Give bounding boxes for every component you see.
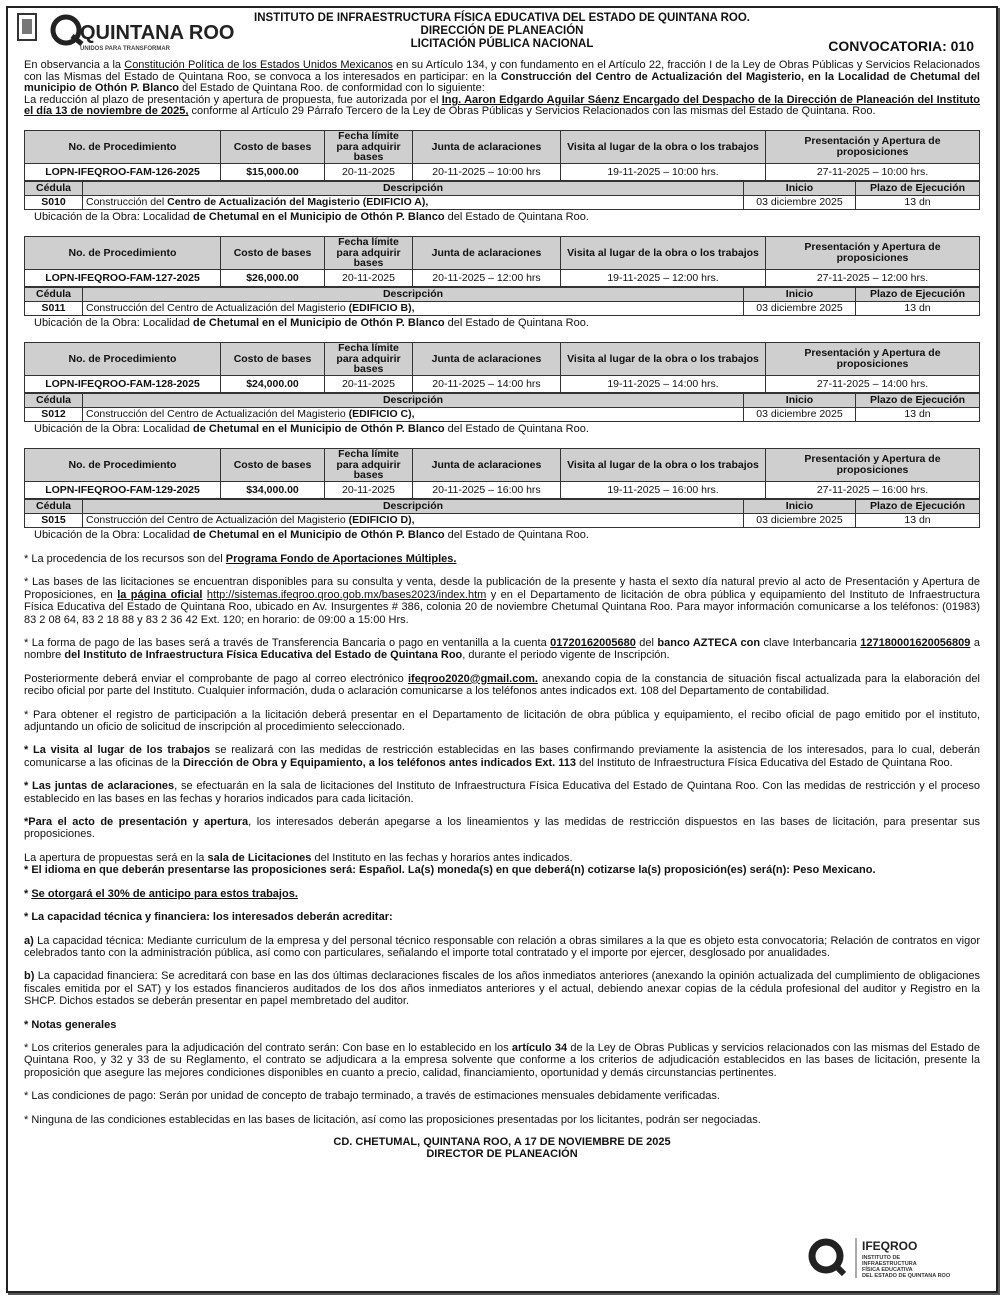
col-junta: Junta de aclaraciones	[413, 342, 561, 375]
place-date: CD. CHETUMAL, QUINTANA ROO, A 17 DE NOVIEMBRE DE 2025	[333, 1135, 671, 1148]
note-clarifications: * Las juntas de aclaraciones, se efectuarán en la sala de licitaciones del Instituto de Infraestructura Física Educativa del Estado de Quintana Roo. Con las medidas de restricción y el proceso establecido en las bases en las fechas y horarios indicados para cada licitación.	[24, 780, 980, 805]
col-descripcion: Descripción	[83, 393, 744, 407]
logo-text: QUINTANA ROO	[80, 22, 235, 44]
ifeqroo-logo	[804, 1234, 984, 1284]
col-visita: Visita al lugar de la obra o los trabajos	[561, 448, 766, 481]
col-procedimiento: No. de Procedimiento	[25, 236, 221, 269]
procedure-visita: 19-11-2025 – 16:00 hrs.	[561, 481, 766, 498]
note-funding: * La procedencia de los recursos son del Programa Fondo de Aportaciones Múltiples.	[24, 552, 457, 565]
procedure-presentacion: 27-11-2025 – 10:00 hrs.	[766, 163, 980, 180]
signer-title: DIRECTOR DE PLANEACIÓN	[426, 1147, 578, 1160]
procedure-table	[24, 448, 980, 499]
col-plazo: Plazo de Ejecución	[856, 499, 980, 513]
note-site-visit: * La visita al lugar de los trabajos se realizará con las medidas de restricción establecidas en las bases confirmando previamente la asistencia de los interesados, para lo cual, deberán comunicarse a las oficinas de la Dirección de Obra y Equipamiento, a los teléfonos antes indicados Ext. 113 del Instituto de Infraestructura Física Educativa del Estado de Quintana Roo.	[24, 744, 981, 769]
note-financial-capacity: b) La capacidad financiera: Se acreditará con base en las dos últimas declaraciones fiscales de los años inmediatos anteriores (anexando la opinión actualizada del cumplimiento de obligaciones fiscales emitida por el SAT) y los estados financieros auditados de los dos años inmediatos anteriores y el actual, debiendo anexar copias de la cédula profesional del auditor y Registro en la SHCP. Dichos estados se deberán presentar en papel membretado del auditor.	[24, 970, 980, 1008]
direction-title: DIRECCIÓN DE PLANEACIÓN	[420, 25, 584, 37]
col-plazo: Plazo de Ejecución	[856, 393, 980, 407]
col-fecha: Fecha límite para adquirir bases	[325, 236, 413, 269]
cedula-row	[25, 195, 980, 209]
col-visita: Visita al lugar de la obra o los trabajos	[561, 236, 766, 269]
bases-link[interactable]: http://sistemas.ifeqroo.qroo.gob.mx/bases2023/index.htm	[206, 588, 487, 601]
procedure-junta: 20-11-2025 – 14:00 hrs	[413, 375, 561, 392]
col-procedimiento: No. de Procedimiento	[25, 342, 221, 375]
note-capacity: * La capacidad técnica y financiera: los interesados deberán acreditar:	[24, 911, 393, 924]
procedure-block	[24, 342, 980, 436]
work-location: Ubicación de la Obra: Localidad de Chetumal en el Municipio de Othón P. Blanco del Estado de Quintana Roo.	[34, 422, 589, 435]
col-fecha: Fecha límite para adquirir bases	[325, 130, 413, 163]
procedure-row	[25, 163, 980, 180]
work-description: Construcción del Centro de Actualización del Magisterio (EDIFICIO C),	[83, 407, 744, 421]
col-procedimiento: No. de Procedimiento	[25, 130, 221, 163]
cedula-table	[24, 181, 980, 210]
procedure-header-row	[25, 236, 980, 269]
cedula-header-row	[25, 499, 980, 513]
execution-term: 13 dn	[856, 513, 980, 527]
header	[24, 10, 980, 60]
note-payment: * La forma de pago de las bases será a través de Transferencia Bancaria o pago en ventanilla a la cuenta 01720162005680 del banco AZTECA con clave Interbancaria 127180001620056809 a nombre del Instituto de Infraestructura Física Educativa del Estado de Quintana Roo, durante el periodo vigente de Inscripción.	[24, 637, 980, 662]
procedure-code: LOPN-IFEQROO-FAM-128-2025	[25, 375, 221, 392]
intro-reduction: La reducción al plazo de presentación y apertura de propuesta, fue autorizada por el Ing. Aaron Edgardo Aguilar Sáenz Encargado del Despacho de la Dirección de Planeación del Instituto el día 13 de noviembre de 2025, conforme al Artículo 29 Párrafo Tercero de la Ley de Obras Públicas y Servicios Relacionados con las mismas del Estado de Quintana. Roo.	[24, 93, 980, 118]
cedula-table	[24, 287, 980, 316]
col-presentacion: Presentación y Apertura de proposiciones	[766, 342, 980, 375]
col-junta: Junta de aclaraciones	[413, 448, 561, 481]
procedure-deadline: 20-11-2025	[325, 269, 413, 286]
work-description: Construcción del Centro de Actualización del Magisterio (EDIFICIO A),	[83, 195, 744, 209]
start-date: 03 diciembre 2025	[744, 195, 856, 209]
execution-term: 13 dn	[856, 407, 980, 421]
col-visita: Visita al lugar de la obra o los trabajos	[561, 130, 766, 163]
work-description: Construcción del Centro de Actualización del Magisterio (EDIFICIO D),	[83, 513, 744, 527]
procedure-header-row	[25, 448, 980, 481]
convocatoria-number: CONVOCATORIA: 010	[828, 38, 974, 54]
col-junta: Junta de aclaraciones	[413, 130, 561, 163]
note-criteria: * Los criterios generales para la adjudicación del contrato serán: Con base en lo establecido en los artículo 34 de la Ley de Obras Publicas y servicios relacionados con las mismas del Estado de Quintana Roo, y 32 y 33 de su Reglamento, el contrato se adjudicara a la empresa solvente que conforme a los criterios de adjudicación establecidos en las bases de licitación, presente la proposición que asegure las mejores condiciones disponibles en cuanto a precio, calidad, financiamiento, oportunidad y demás circunstancias pertinentes.	[24, 1041, 980, 1079]
col-presentacion: Presentación y Apertura de proposiciones	[766, 236, 980, 269]
cedula-row	[25, 513, 980, 527]
procedure-junta: 20-11-2025 – 12:00 hrs	[413, 269, 561, 286]
procedure-cost: $15,000.00	[221, 163, 325, 180]
col-procedimiento: No. de Procedimiento	[25, 448, 221, 481]
document	[24, 10, 980, 1160]
procedure-table	[24, 130, 980, 181]
col-costo: Costo de bases	[221, 448, 325, 481]
col-costo: Costo de bases	[221, 342, 325, 375]
note-payment-conditions: * Las condiciones de pago: Serán por unidad de concepto de trabajo terminado, a través de estimaciones mensuales debidamente verificadas.	[24, 1090, 720, 1103]
procedure-row	[25, 481, 980, 498]
col-junta: Junta de aclaraciones	[413, 236, 561, 269]
note-language: * El idioma en que deberán presentarse las proposiciones será: Español. La(s) moneda(s) en que deberá(n) cotizarse la(s) proposición(es) será(n): Peso Mexicano.	[24, 864, 876, 877]
note-receipt: Posteriormente deberá enviar el comprobante de pago al correo electrónico ifeqroo2020@gmail.com. anexando copia de la constancia de situación fiscal actualizada para la elaboración del recibo oficial por parte del Instituto. Cualquier información, duda o aclaración comunicarse a los teléfonos antes indicados ext. 108 del Departamento de contabilidad.	[24, 672, 980, 698]
procedure-block	[24, 448, 980, 542]
cedula-row	[25, 301, 980, 315]
note-presentation: *Para el acto de presentación y apertura, los interesados deberán apegarse a los lineamientos y las medidas de restricción dispuestos en las bases de licitación, para presentar sus proposiciones.	[24, 816, 980, 841]
procedure-cost: $34,000.00	[221, 481, 325, 498]
cedula-code: S012	[25, 407, 83, 421]
col-cedula: Cédula	[25, 181, 83, 195]
procedure-presentacion: 27-11-2025 – 12:00 hrs.	[766, 269, 980, 286]
procedure-header-row	[25, 342, 980, 375]
cedula-header-row	[25, 181, 980, 195]
work-location: Ubicación de la Obra: Localidad de Chetumal en el Municipio de Othón P. Blanco del Estado de Quintana Roo.	[34, 316, 589, 329]
col-presentacion: Presentación y Apertura de proposiciones	[766, 448, 980, 481]
footer	[24, 1136, 980, 1160]
execution-term: 13 dn	[856, 195, 980, 209]
cedula-table	[24, 393, 980, 422]
procedure-visita: 19-11-2025 – 10:00 hrs.	[561, 163, 766, 180]
cedula-row	[25, 407, 980, 421]
svg-text:INFRAESTRUCTURA: INFRAESTRUCTURA	[862, 1261, 917, 1267]
note-no-negotiation: * Ninguna de las condiciones establecidas en las bases de licitación, así como las proposiciones presentadas por los licitantes, podrán ser negociadas.	[24, 1113, 761, 1126]
col-costo: Costo de bases	[221, 130, 325, 163]
procedure-table	[24, 342, 980, 393]
start-date: 03 diciembre 2025	[744, 407, 856, 421]
note-advance: * Se otorgará el 30% de anticipo para estos trabajos.	[24, 887, 298, 900]
ifeqroo-name: IFEQROO	[862, 1239, 918, 1253]
procedure-presentacion: 27-11-2025 – 14:00 hrs.	[766, 375, 980, 392]
procedure-visita: 19-11-2025 – 12:00 hrs.	[561, 269, 766, 286]
col-descripcion: Descripción	[83, 499, 744, 513]
procedure-cost: $24,000.00	[221, 375, 325, 392]
col-cedula: Cédula	[25, 393, 83, 407]
cedula-header-row	[25, 393, 980, 407]
procedure-deadline: 20-11-2025	[325, 375, 413, 392]
note-bases: * Las bases de las licitaciones se encuentran disponibles para su consulta y venta, desde la publicación de la presente y hasta el sexto día natural previo al acto de Presentación y Apertura de Proposiciones, en la página oficial http://sistemas.ifeqroo.qroo.gob.mx/bases2023/index.htm y en el Departamento de licitación de obra pública y equipamiento del Instituto de Infraestructura Física Educativa del Estado de Quintana Roo, ubicado en Av. Insurgentes # 386, colonia 20 de noviembre Chetumal Quintana Roo. Para mayor información comunicarse a los teléfonos: (01983) 83 2 08 64, 83 2 18 88 y 83 2 36 42 Ext. 120; en horario: de 09:00 a 15:00 Hrs.	[24, 576, 980, 626]
col-fecha: Fecha límite para adquirir bases	[325, 448, 413, 481]
col-inicio: Inicio	[744, 393, 856, 407]
procedure-block	[24, 236, 980, 330]
note-opening: La apertura de propuestas será en la sala de Licitaciones del Instituto en las fechas y horarios antes indicados.	[24, 851, 573, 864]
intro	[24, 60, 980, 118]
procedure-row	[25, 269, 980, 286]
work-description: Construcción del Centro de Actualización del Magisterio (EDIFICIO B),	[83, 301, 744, 315]
email-link[interactable]: ifeqroo2020@gmail.com.	[407, 672, 538, 685]
col-inicio: Inicio	[744, 181, 856, 195]
col-presentacion: Presentación y Apertura de proposiciones	[766, 130, 980, 163]
execution-term: 13 dn	[856, 301, 980, 315]
svg-text:INSTITUTO DE: INSTITUTO DE	[862, 1255, 901, 1261]
col-descripcion: Descripción	[83, 287, 744, 301]
col-inicio: Inicio	[744, 499, 856, 513]
cedula-code: S015	[25, 513, 83, 527]
logo-slogan: UNIDOS PARA TRANSFORMAR	[80, 46, 170, 52]
procedures-list	[24, 130, 980, 542]
procedure-header-row	[25, 130, 980, 163]
procedure-visita: 19-11-2025 – 14:00 hrs.	[561, 375, 766, 392]
procedure-junta: 20-11-2025 – 16:00 hrs	[413, 481, 561, 498]
col-cedula: Cédula	[25, 287, 83, 301]
procedure-junta: 20-11-2025 – 10:00 hrs	[413, 163, 561, 180]
procedure-presentacion: 27-11-2025 – 16:00 hrs.	[766, 481, 980, 498]
intro-paragraph: En observancia a la Constitución Política de los Estados Unidos Mexicanos en su Artículo 134, y con fundamento en el Artículo 22, fracción I de la Ley de Obras Públicas y Servicios Relacionados con las Mismas del Estado de Quintana Roo, se convoca a los interesados en participar: en la Construcción del Centro de Actualización del Magisterio, en la Localidad de Chetumal del municipio de Othón P. Blanco del Estado de Quintana Roo. de conformidad con lo siguiente:	[24, 59, 980, 95]
note-registration: * Para obtener el registro de participación a la licitación deberá presentar en el Departamento de licitación de obra pública y equipamiento, el recibo oficial de pago emitido por el instituto, adjuntando un oficio de solicitud de inscripción al procedimiento seleccionado.	[24, 708, 980, 734]
col-cedula: Cédula	[25, 499, 83, 513]
cedula-header-row	[25, 287, 980, 301]
procedure-table	[24, 236, 980, 287]
procedure-code: LOPN-IFEQROO-FAM-126-2025	[25, 163, 221, 180]
svg-text:DEL ESTADO DE QUINTANA ROO: DEL ESTADO DE QUINTANA ROO	[862, 1273, 951, 1279]
note-technical-capacity: a) La capacidad técnica: Mediante curriculum de la empresa y del personal técnico responsable con relación a obras similares a la que es objeto esta convocatoria; Relación de contratos en vigor celebrados tanto con la administración pública, así como con particulares, señalando el importe total contratado y el importe por ejercer, desglosado por anualidades.	[24, 934, 980, 959]
col-plazo: Plazo de Ejecución	[856, 287, 980, 301]
procedure-code: LOPN-IFEQROO-FAM-129-2025	[25, 481, 221, 498]
col-visita: Visita al lugar de la obra o los trabajos	[561, 342, 766, 375]
procedure-block	[24, 130, 980, 224]
col-inicio: Inicio	[744, 287, 856, 301]
note-general-heading: * Notas generales	[24, 1018, 117, 1031]
col-descripcion: Descripción	[83, 181, 744, 195]
work-location: Ubicación de la Obra: Localidad de Chetumal en el Municipio de Othón P. Blanco del Estado de Quintana Roo.	[34, 528, 589, 541]
start-date: 03 diciembre 2025	[744, 513, 856, 527]
cedula-code: S010	[25, 195, 83, 209]
procedure-cost: $26,000.00	[221, 269, 325, 286]
procedure-row	[25, 375, 980, 392]
col-fecha: Fecha límite para adquirir bases	[325, 342, 413, 375]
cedula-table	[24, 499, 980, 528]
col-plazo: Plazo de Ejecución	[856, 181, 980, 195]
procedure-code: LOPN-IFEQROO-FAM-127-2025	[25, 269, 221, 286]
notes	[24, 553, 980, 1126]
work-location: Ubicación de la Obra: Localidad de Chetumal en el Municipio de Othón P. Blanco del Estado de Quintana Roo.	[34, 210, 589, 223]
procedure-deadline: 20-11-2025	[325, 481, 413, 498]
institute-title: INSTITUTO DE INFRAESTRUCTURA FÍSICA EDUCATIVA DEL ESTADO DE QUINTANA ROO.	[254, 12, 750, 24]
svg-text:FÍSICA EDUCATIVA: FÍSICA EDUCATIVA	[862, 1267, 913, 1273]
cedula-code: S011	[25, 301, 83, 315]
procedure-deadline: 20-11-2025	[325, 163, 413, 180]
start-date: 03 diciembre 2025	[744, 301, 856, 315]
col-costo: Costo de bases	[221, 236, 325, 269]
tender-title: LICITACIÓN PÚBLICA NACIONAL	[410, 38, 594, 50]
